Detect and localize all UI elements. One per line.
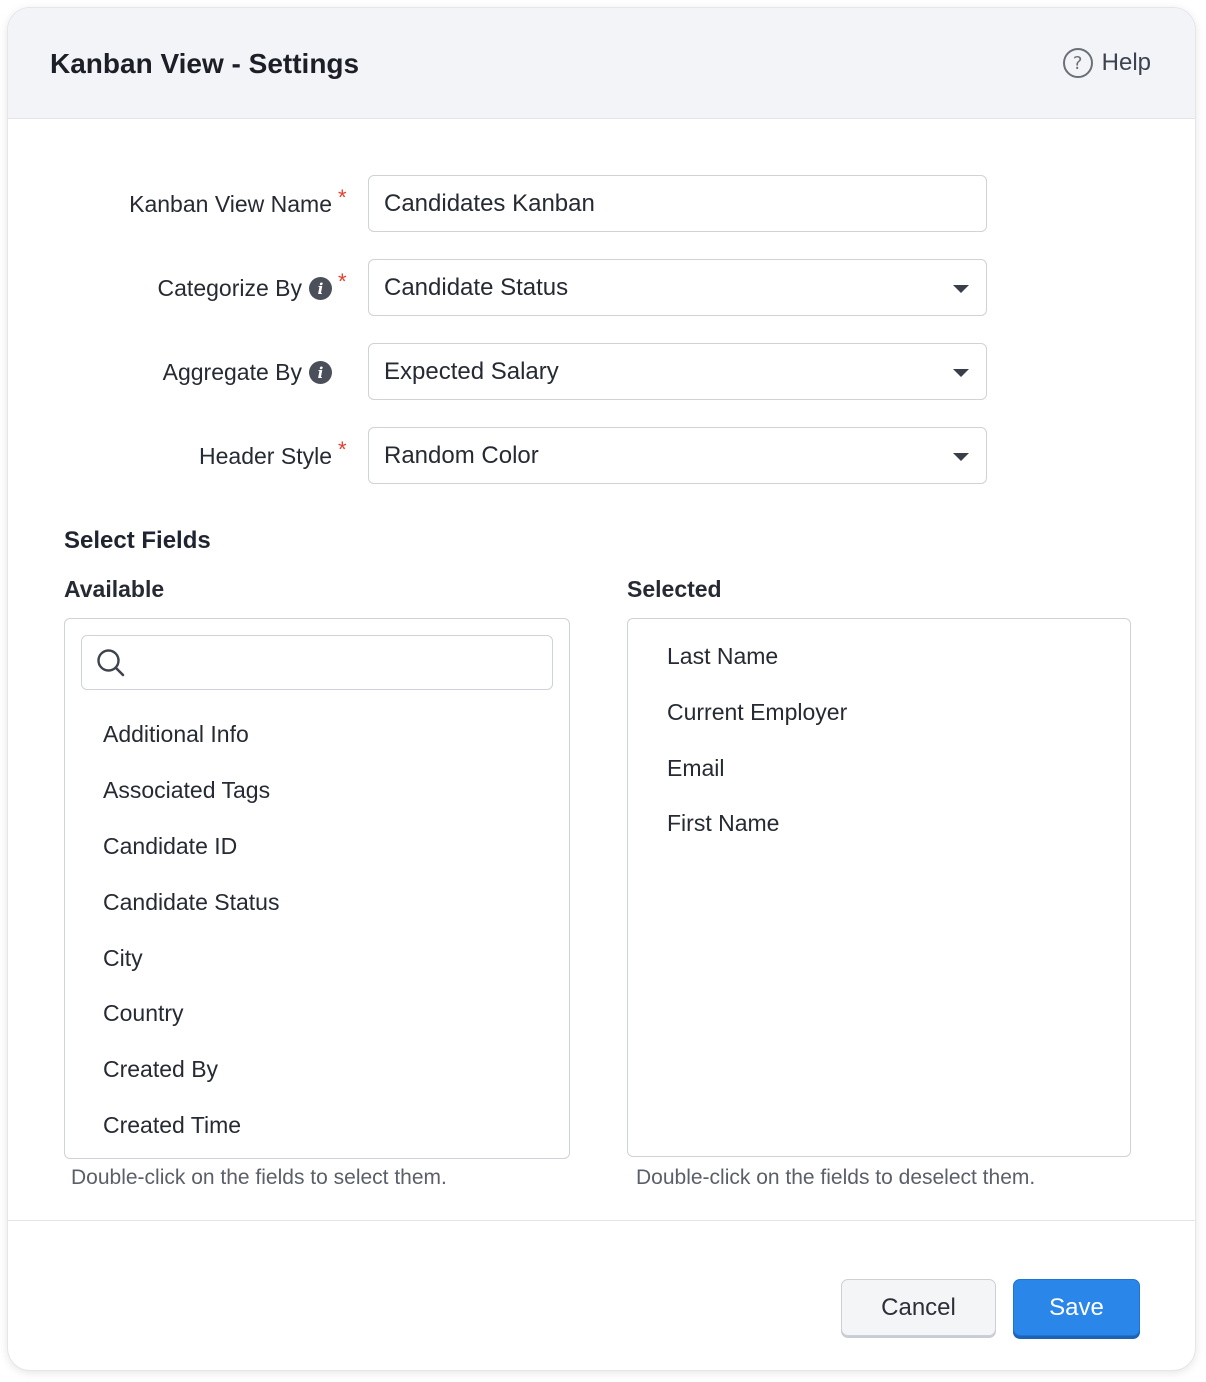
footer-divider [8,1220,1195,1221]
header-style-label-text: Header Style [199,443,332,469]
list-item[interactable]: City [103,945,143,971]
list-item[interactable]: Candidate ID [103,833,238,859]
save-button[interactable]: Save [1013,1279,1140,1336]
list-item[interactable]: First Name [667,810,780,836]
search-icon [96,648,126,678]
list-item[interactable]: Associated Tags [103,777,271,803]
categorize-by-row [8,259,1195,317]
available-hint: Double-click on the fields to select them. [71,1166,447,1189]
header-style-row [8,427,1195,485]
list-item[interactable]: Created Time [103,1112,242,1138]
aggregate-by-row [8,343,1195,401]
view-name-input[interactable]: Candidates Kanban [368,175,987,232]
view-name-label [129,191,332,218]
list-item[interactable]: Created By [103,1056,219,1082]
caret-down-icon [953,453,969,461]
available-fields-list[interactable] [64,618,570,1159]
categorize-by-label [158,275,332,302]
help-label: Help [1101,49,1151,76]
categorize-by-select[interactable] [368,259,987,316]
available-title: Available [64,576,165,602]
selected-fields-list[interactable] [627,618,1131,1157]
caret-down-icon [953,369,969,377]
aggregate-by-value: Expected Salary [384,357,559,385]
categorize-by-value: Candidate Status [384,273,569,301]
aggregate-by-label [163,359,332,386]
kanban-settings-dialog [8,8,1195,1370]
info-circle-icon[interactable]: i [309,361,332,384]
info-circle-icon[interactable]: i [309,277,332,300]
list-item[interactable]: Additional Info [103,721,249,747]
header-style-select[interactable] [368,427,987,484]
aggregate-by-select[interactable] [368,343,987,400]
cancel-button[interactable]: Cancel [841,1279,996,1336]
list-item[interactable]: Candidate Status [103,889,280,915]
dialog-title: Kanban View - Settings [50,48,360,79]
view-name-label-text: Kanban View Name [129,191,332,217]
select-fields-title: Select Fields [64,527,211,554]
header-style-label [199,443,332,470]
required-marker: * [338,437,347,462]
caret-down-icon [953,285,969,293]
header-style-value: Random Color [384,441,539,469]
dialog-header [8,8,1195,119]
list-item[interactable]: Current Employer [667,699,848,725]
required-marker: * [338,185,347,210]
question-circle-icon: ? [1063,48,1093,78]
list-item[interactable]: Email [667,755,725,781]
aggregate-by-label-text: Aggregate By [162,359,302,385]
selected-title: Selected [627,576,722,602]
list-item[interactable]: Country [103,1000,184,1026]
required-marker: * [338,269,347,294]
help-link[interactable] [1063,48,1151,78]
search-input[interactable] [81,635,553,690]
view-name-row [8,175,1195,233]
categorize-by-label-text: Categorize By [157,275,302,301]
list-item[interactable]: Last Name [667,643,779,669]
selected-hint: Double-click on the fields to deselect them. [636,1166,1036,1189]
